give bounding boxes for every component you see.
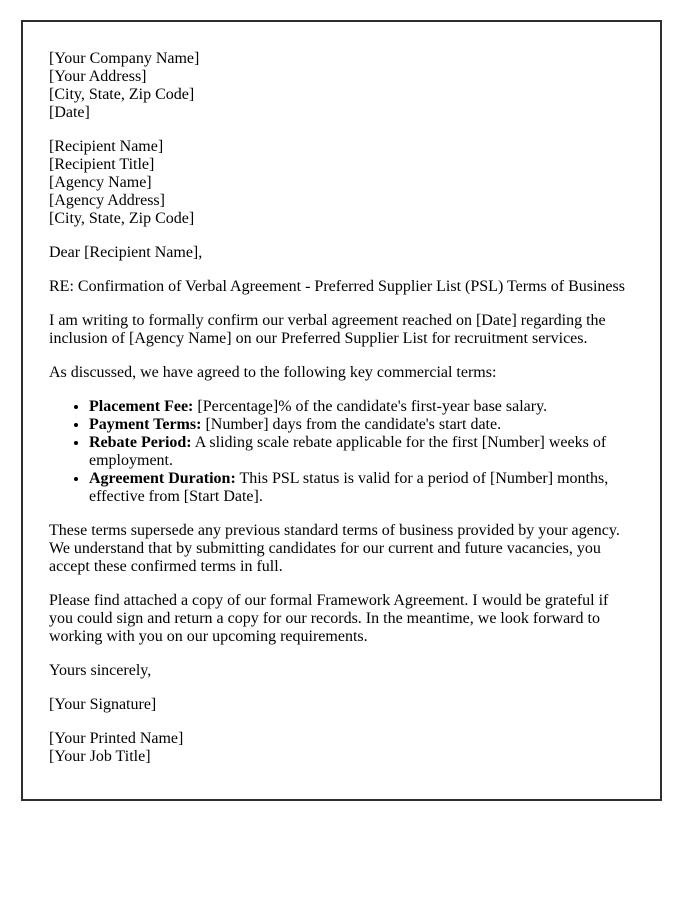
term-label: Payment Terms: (89, 416, 202, 433)
agency-address-line: [Agency Address] (49, 192, 165, 209)
term-text: A sliding scale rebate applicable for the first [Number] weeks of employment. (89, 434, 607, 469)
supersede-paragraph: These terms supersede any previous standard terms of business provided by your agency. We understand that by submitting candidates for our current and future vacancies, you accept these confirmed terms in full. (49, 522, 620, 575)
attachment-paragraph: Please find attached a copy of our formal Framework Agreement. I would be grateful if you could sign and return a copy for our records. In the meantime, we look forward to working with you on our upcoming requirements. (49, 592, 609, 645)
letter-date-line: [Date] (49, 104, 90, 121)
terms-lead-in: As discussed, we have agreed to the following key commercial terms: (49, 364, 497, 381)
term-text: This PSL status is valid for a period of [Number] months, effective from [Start Date]. (89, 470, 609, 505)
term-label: Placement Fee: (89, 398, 194, 415)
recipient-title-line: [Recipient Title] (49, 156, 155, 173)
term-item-agreement-duration (89, 470, 634, 506)
sender-block (49, 50, 634, 122)
sender-address-line: [Your Address] (49, 68, 147, 85)
signature-placeholder: [Your Signature] (49, 696, 157, 713)
term-item-rebate-period (89, 434, 634, 470)
salutation: Dear [Recipient Name], (49, 244, 203, 261)
letter-document (21, 20, 662, 801)
term-text: [Number] days from the candidate's start date. (201, 416, 502, 433)
sender-city-line: [City, State, Zip Code] (49, 86, 195, 103)
printed-name-line: [Your Printed Name] (49, 730, 184, 747)
agency-name-line: [Agency Name] (49, 174, 152, 191)
sender-company-line: [Your Company Name] (49, 50, 200, 67)
term-label: Rebate Period: (89, 434, 192, 451)
subject-line: RE: Confirmation of Verbal Agreement - Preferred Supplier List (PSL) Terms of Business (49, 278, 625, 295)
term-text: [Percentage]% of the candidate's first-year base salary. (193, 398, 548, 415)
recipient-block (49, 138, 634, 228)
intro-paragraph: I am writing to formally confirm our verbal agreement reached on [Date] regarding the inclusion of [Agency Name] on our Preferred Supplier List for recruitment services. (49, 312, 606, 347)
terms-list (49, 398, 634, 506)
recipient-name-line: [Recipient Name] (49, 138, 164, 155)
term-item-payment-terms (89, 416, 634, 434)
closing-line: Yours sincerely, (49, 662, 152, 679)
recipient-city-line: [City, State, Zip Code] (49, 210, 195, 227)
job-title-line: [Your Job Title] (49, 748, 151, 765)
term-item-placement-fee (89, 398, 634, 416)
term-label: Agreement Duration: (89, 470, 236, 487)
signoff-block (49, 730, 634, 766)
